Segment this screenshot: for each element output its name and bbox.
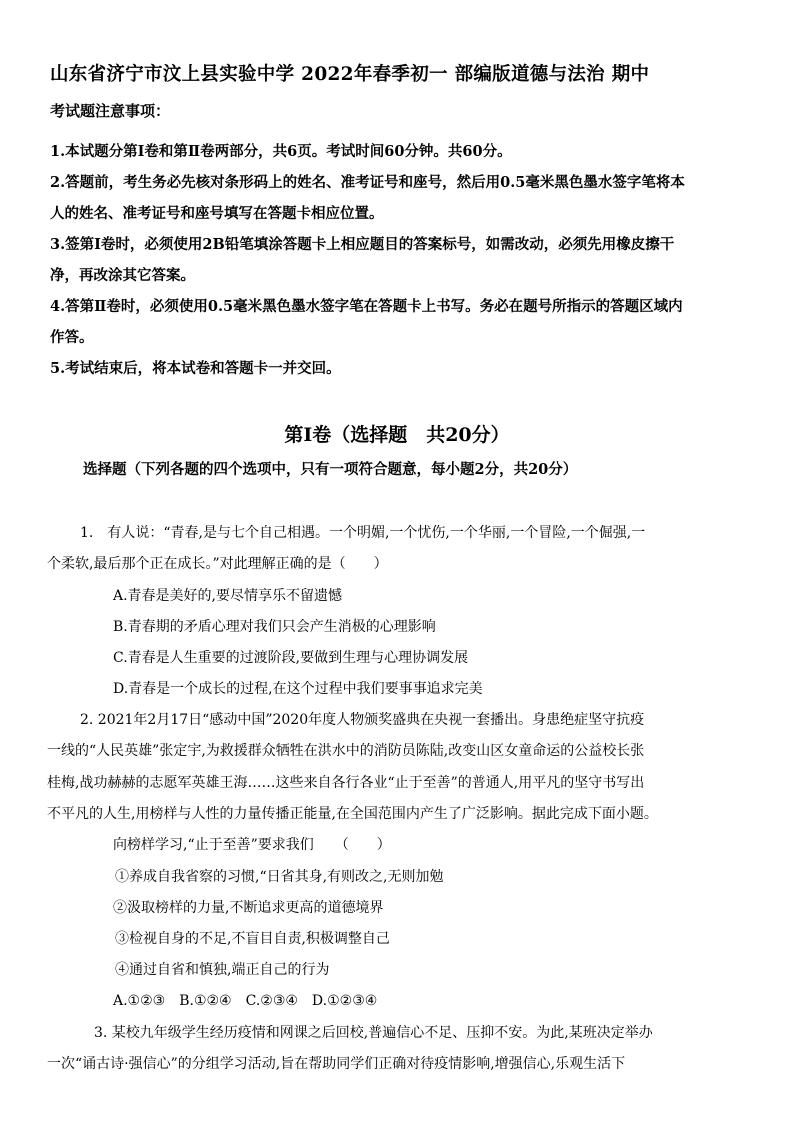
notice-item: 5.考试结束后，将本试卷和答题卡一并交回。 — [50, 360, 341, 377]
notice-item: 作答。 — [50, 329, 94, 346]
question-2-item: ④通过自省和慎独,端正自己的行为 — [115, 962, 330, 978]
question-3-stem-continued: 一次“诵古诗·强信心”的分组学习活动,旨在帮助同学们正确对待疫情影响,增强信心,乐观生活下 — [47, 1056, 626, 1072]
question-2-passage: 2. 2021年2月17日“感动中国”2020年度人物颁奖盛典在央视一套播出。身患绝症坚守抗疫 — [80, 712, 645, 728]
notice-item: 净，再改涂其它答案。 — [50, 267, 195, 284]
question-1-option-d: D.青春是一个成长的过程,在这个过程中我们要事事追求完美 — [113, 681, 483, 697]
question-2-passage: 一线的“人民英雄”张定宇,为救援群众牺牲在洪水中的消防员陈陆,改变山区女童命运的公益校长张 — [47, 743, 645, 759]
question-3-stem: 3. 某校九年级学生经历疫情和网课之后回校,普遍信心不足、压抑不安。为此,某班决定举办 — [94, 1025, 653, 1041]
question-2-choices: A.①②③ B.①②④ C.②③④ D.①②③④ — [113, 993, 378, 1009]
notice-item: 2.答题前，考生务必先核对条形码上的姓名、准考证号和座号，然后用0.5毫米黑色墨水签字笔将本 — [50, 174, 685, 191]
question-1-stem: 1. 有人说：“青春,是与七个自己相遇。一个明媚,一个忧伤,一个华丽,一个冒险,一个倔强,一 — [80, 525, 646, 541]
question-2-item: ③检视自身的不足,不盲目自责,积极调整自己 — [115, 931, 390, 947]
section-title: 第Ⅰ卷（选择题 共20分） — [284, 424, 510, 446]
notice-item: 1.本试题分第Ⅰ卷和第Ⅱ卷两部分，共6页。考试时间60分钟。共60分。 — [50, 143, 512, 160]
question-1-option-c: C.青春是人生重要的过渡阶段,要做到生理与心理协调发展 — [113, 650, 469, 666]
question-2-item: ②汲取榜样的力量,不断追求更高的道德境界 — [113, 900, 384, 916]
page-title-continued: 考试题注意事项： — [50, 102, 171, 120]
question-2-passage: 不平凡的人生,用榜样与人性的力量传播正能量,在全国范围内产生了广泛影响。据此完成下面小题。 — [47, 806, 658, 822]
question-2-stem: 向榜样学习,“止于至善”要求我们 （ ） — [113, 837, 391, 853]
question-2-passage: 桂梅,战功赫赫的志愿军英雄王海……这些来自各行各业“止于至善”的普通人,用平凡的坚守书写出 — [47, 775, 645, 791]
page-title: 山东省济宁市汶上县实验中学 2022年春季初一 部编版道德与法治 期中 — [50, 64, 650, 85]
section-instruction: 选择题（下列各题的四个选项中，只有一项符合题意，每小题2分，共20分） — [83, 461, 578, 478]
notice-item: 4.答第Ⅱ卷时，必须使用0.5毫米黑色墨水签字笔在答题卡上书写。务必在题号所指示的答题区域内 — [50, 298, 683, 315]
question-2-item: ①养成自我省察的习惯,“日省其身,有则改之,无则加勉 — [115, 869, 444, 885]
notice-item: 人的姓名、准考证号和座号填写在答题卡相应位置。 — [50, 205, 384, 222]
question-1-stem-continued: 个柔软,最后那个正在成长。”对此理解正确的是（ ） — [47, 556, 388, 572]
notice-item: 3.签第Ⅰ卷时，必须使用2B铅笔填涂答题卡上相应题目的答案标号，如需改动，必须先用橡皮擦干 — [50, 236, 675, 253]
question-1-option-a: A.青春是美好的,要尽情享乐不留遗憾 — [113, 588, 343, 604]
question-1-option-b: B.青春期的矛盾心理对我们只会产生消极的心理影响 — [113, 619, 436, 635]
